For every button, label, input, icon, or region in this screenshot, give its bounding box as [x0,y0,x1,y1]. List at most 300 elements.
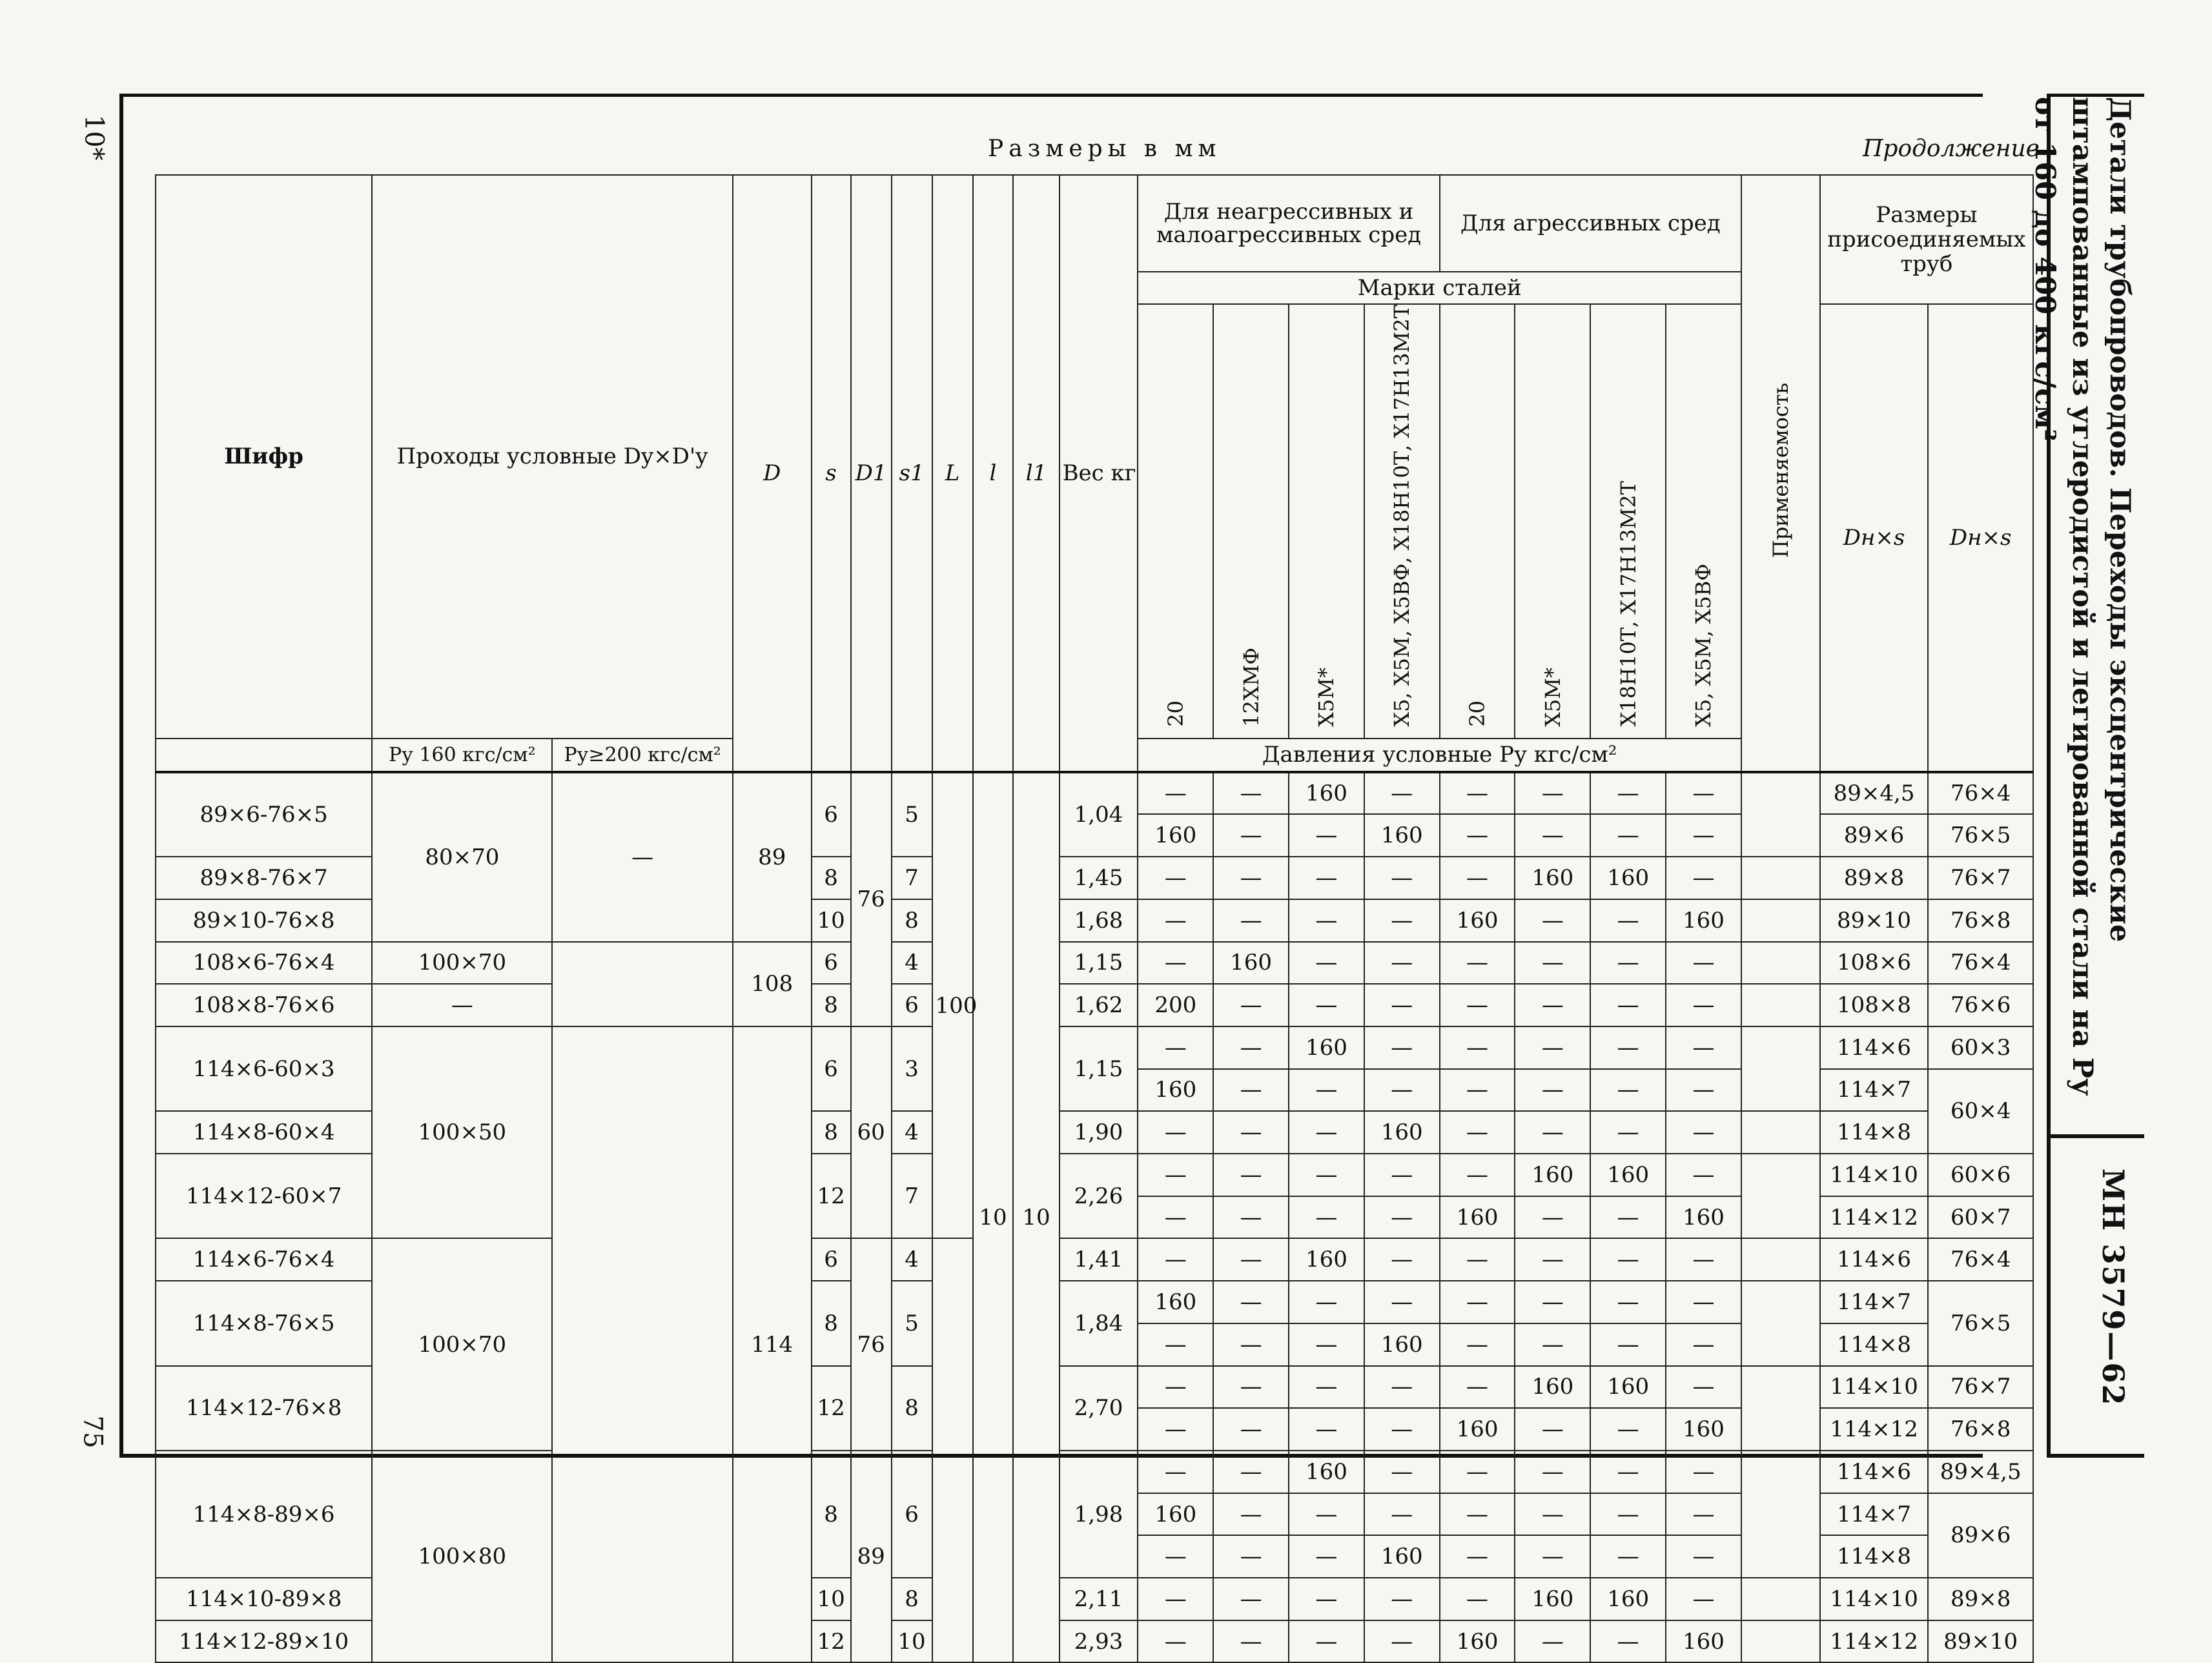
cell-applicability [1741,1111,1820,1154]
cell-pressure: — [1515,1111,1590,1154]
cell-pressure: — [1440,1111,1515,1154]
cell-pressure: — [1289,1620,1364,1663]
grade-header [1440,304,1515,739]
standard-code-text: МН 3579—62 [2096,1168,2131,1407]
cell-pressure: — [1289,1408,1364,1451]
cell-pipe-dn-s-2: 89×8 [1928,1578,2033,1620]
cell-pressure: — [1666,1111,1741,1154]
cell-shifr: 114×12-60×7 [156,1154,372,1238]
cell-applicability [1741,984,1820,1026]
cell-pressure: — [1666,1238,1741,1281]
cell-py160: 100×70 [372,1238,552,1451]
cell-pressure: — [1515,814,1590,857]
cell-pressure: — [1289,1111,1364,1154]
cell-pressure: 160 [1440,899,1515,942]
cell-s1: 6 [892,1451,932,1578]
cell-s1: 3 [892,1026,932,1111]
cell-pressure: — [1515,1323,1590,1366]
cell-pressure: — [1364,1196,1440,1239]
grade-header [1289,304,1364,739]
cell-pressure: — [1666,1451,1741,1493]
cell-pressure: — [1440,772,1515,815]
cell-l: 10 [973,772,1014,1663]
cell-pressure: — [1213,899,1289,942]
cell-pipe-dn-s-1: 114×12 [1820,1408,1929,1451]
cell-weight: 1,15 [1060,942,1138,985]
cell-s1: 5 [892,1281,932,1365]
cell-d: 114 [733,1026,812,1663]
grade-label: 20 [1163,700,1188,727]
standard-code [2054,1143,2138,1446]
cell-pressure: — [1289,1366,1364,1409]
table-row [156,942,2033,985]
cell-pressure: — [1213,1281,1289,1323]
cell-pressure: — [1213,1196,1289,1239]
cell-pipe-dn-s-2: 60×7 [1928,1196,2033,1239]
cell-pressure: — [1213,1069,1289,1112]
cell-applicability [1741,1281,1820,1365]
cell-s: 12 [812,1154,851,1238]
cell-pressure: 160 [1666,1408,1741,1451]
cell-pipe-dn-s-2: 89×10 [1928,1620,2033,1663]
cell-s: 6 [812,942,851,985]
cell-pressure: — [1289,984,1364,1026]
cell-shifr: 114×12-89×10 [156,1620,372,1663]
cell-pipe-dn-s-1: 89×10 [1820,899,1929,942]
cell-py160: — [372,984,552,1026]
cell-pipe-dn-s-1: 114×7 [1820,1493,1929,1536]
cell-pressure: — [1213,1154,1289,1196]
col-shifr: Шифр [156,175,372,739]
cell-applicability [1741,1620,1820,1663]
cell-pressure: — [1213,1620,1289,1663]
cell-pressure: — [1440,1451,1515,1493]
cell-pressure: — [1515,899,1590,942]
cell-pressure: — [1364,1069,1440,1112]
cell-pressure: — [1515,1196,1590,1239]
cell-pressure: 160 [1666,899,1741,942]
col-s1: s1 [892,175,932,772]
cell-pressure: — [1289,1281,1364,1323]
cell-s: 12 [812,1620,851,1663]
cell-s1: 5 [892,772,932,857]
cell-d1: 60 [851,1026,892,1239]
cell-pressure: — [1590,984,1666,1026]
cell-pressure: — [1515,1620,1590,1663]
cell-pressure: 200 [1138,984,1213,1026]
cell-pressure: — [1364,899,1440,942]
cell-pressure: — [1364,1281,1440,1323]
cell-pressure: — [1590,1535,1666,1578]
cell-pressure: 160 [1364,1111,1440,1154]
cell-applicability [1741,1154,1820,1238]
grade-label: Х5, Х5М, Х5ВФ, Х18Н10Т, Х17Н13М2Т [1389,305,1415,727]
cell-pressure: — [1440,1069,1515,1112]
cell-pressure: 160 [1440,1196,1515,1239]
cell-pressure: 160 [1515,1366,1590,1409]
cell-pressure: — [1440,942,1515,985]
cell-pressure: — [1666,1323,1741,1366]
cell-pressure: — [1440,1154,1515,1196]
cell-pressure: 160 [1364,1323,1440,1366]
cell-pressure: — [1138,1620,1213,1663]
cell-shifr: 89×8-76×7 [156,857,372,899]
cell-pressure: — [1138,1366,1213,1409]
cell-pressure: — [1515,984,1590,1026]
cell-pressure: — [1666,814,1741,857]
cell-weight: 2,70 [1060,1366,1138,1451]
cell-pressure: 160 [1289,1026,1364,1069]
cell-weight: 1,84 [1060,1281,1138,1365]
cell-shifr: 114×8-76×5 [156,1281,372,1365]
cell-pipe-dn-s-1: 114×7 [1820,1069,1929,1112]
cell-pressure: 160 [1515,1578,1590,1620]
cell-pressure: — [1138,1451,1213,1493]
cell-pipe-dn-s-1: 89×8 [1820,857,1929,899]
table-header [156,175,2033,772]
grade-label: Х18Н10Т, Х17Н13М2Т [1615,481,1641,727]
cell-pressure: — [1364,1620,1440,1663]
cell-d1: 89 [851,1451,892,1663]
cell-s: 12 [812,1366,851,1451]
cell-pressure: — [1364,1451,1440,1493]
cell-pressure: — [1289,814,1364,857]
cell-pressure: — [1289,857,1364,899]
cell-pressure: — [1289,899,1364,942]
cell-pressure: — [1364,1366,1440,1409]
cell-pressure: — [1138,1111,1213,1154]
cell-pressure: — [1515,772,1590,815]
cell-l: 100 [932,772,973,1239]
cell-shifr: 114×6-60×3 [156,1026,372,1111]
cell-pressure: — [1138,857,1213,899]
col-d1: D1 [851,175,892,772]
pressure-label: Давления условные Pу кгс/см² [1138,739,1741,772]
cell-pressure: 160 [1138,814,1213,857]
cell-pipe-dn-s-1: 89×6 [1820,814,1929,857]
cell-pressure: 160 [1590,857,1666,899]
col-dn-s-1: Dн×s [1820,304,1929,772]
cell-pressure: 160 [1138,1069,1213,1112]
cell-pressure: — [1590,1238,1666,1281]
cell-pressure: — [1213,984,1289,1026]
cell-pressure: 160 [1515,1154,1590,1196]
cell-py200 [552,942,732,1026]
cell-pressure: — [1213,1493,1289,1536]
grade-label: Х5, Х5М, Х5ВФ [1691,563,1716,727]
cell-pressure: — [1138,1238,1213,1281]
cell-s: 8 [812,857,851,899]
cell-s1: 4 [892,942,932,985]
cell-pressure: — [1440,1323,1515,1366]
cell-applicability [1741,899,1820,942]
cell-pipe-dn-s-2: 60×6 [1928,1154,2033,1196]
cell-pipe-dn-s-1: 89×4,5 [1820,772,1929,815]
table-row [156,1451,2033,1493]
cell-pressure: — [1364,1408,1440,1451]
cell-pressure: — [1138,772,1213,815]
cell-pressure: 160 [1440,1620,1515,1663]
cell-pressure: — [1440,984,1515,1026]
cell-shifr: 89×6-76×5 [156,772,372,857]
cell-pressure: — [1440,1238,1515,1281]
col-nonaggressive: Для неагрессивных и малоагрессивных сред [1138,175,1439,272]
cell-pipe-dn-s-2: 76×5 [1928,1281,2033,1365]
grade-header [1590,304,1666,739]
cell-pressure: — [1289,1154,1364,1196]
cell-l [932,1238,973,1662]
cell-s1: 6 [892,984,932,1026]
col-dn-s-2: Dн×s [1928,304,2033,772]
cell-weight: 1,98 [1060,1451,1138,1578]
cell-s: 10 [812,899,851,942]
applicability-label: Применяемость [1768,382,1793,558]
cell-pressure: — [1364,772,1440,815]
cell-pipe-dn-s-2: 76×8 [1928,1408,2033,1451]
cell-pressure: — [1138,1535,1213,1578]
cell-pipe-dn-s-2: 76×5 [1928,814,2033,857]
cell-pressure: — [1364,942,1440,985]
cell-s1: 10 [892,1620,932,1663]
cell-pressure: 160 [1364,1535,1440,1578]
cell-weight: 2,26 [1060,1154,1138,1238]
cell-s: 8 [812,1111,851,1154]
cell-pressure: — [1515,1493,1590,1536]
cell-py200: — [552,772,732,942]
cell-pressure: — [1590,1323,1666,1366]
cell-weight: 1,62 [1060,984,1138,1026]
cell-pressure: — [1666,1026,1741,1069]
table-row [156,984,2033,1026]
cell-pressure: — [1213,1026,1289,1069]
cell-applicability [1741,1026,1820,1111]
cell-pressure: — [1138,1323,1213,1366]
pressure-py200: Pу≥200 кгс/см² [552,739,732,772]
cell-pressure: 160 [1289,772,1364,815]
cell-pipe-dn-s-1: 114×8 [1820,1535,1929,1578]
cell-pressure: — [1289,1196,1364,1239]
grade-header [1364,304,1440,739]
table-row [156,772,2033,815]
cell-pipe-dn-s-1: 114×12 [1820,1620,1929,1663]
cell-pipe-dn-s-1: 108×8 [1820,984,1929,1026]
cell-pressure: — [1515,1026,1590,1069]
cell-pressure: — [1213,1535,1289,1578]
table-row [156,1026,2033,1069]
side-divider [2047,1134,2144,1138]
cell-pressure: — [1666,1281,1741,1323]
cell-shifr: 114×8-89×6 [156,1451,372,1578]
cell-shifr: 89×10-76×8 [156,899,372,942]
cell-pressure: — [1440,1535,1515,1578]
cell-pipe-dn-s-2: 76×6 [1928,984,2033,1026]
shifr-header-bottom [156,739,372,772]
cell-s1: 8 [892,899,932,942]
cell-pressure: — [1213,814,1289,857]
cell-applicability [1741,942,1820,985]
cell-pressure: — [1440,857,1515,899]
cell-pressure: — [1138,1408,1213,1451]
sizes-label: Размеры в мм [988,136,1222,162]
col-applicability [1741,175,1820,772]
cell-s: 6 [812,772,851,857]
cell-weight: 1,15 [1060,1026,1138,1111]
cell-l1: 10 [1013,772,1059,1663]
grade-label: Х5М* [1540,667,1565,727]
cell-pipe-dn-s-2: 60×4 [1928,1069,2033,1154]
cell-py160: 100×70 [372,942,552,985]
cell-pressure: 160 [1440,1408,1515,1451]
cell-pressure: — [1590,1196,1666,1239]
cell-pressure: — [1666,772,1741,815]
cell-pressure: — [1666,984,1741,1026]
grade-label: Х5М* [1314,667,1339,727]
cell-pipe-dn-s-2: 76×7 [1928,857,2033,899]
cell-applicability [1741,772,1820,857]
cell-pipe-dn-s-1: 114×10 [1820,1366,1929,1409]
cell-pressure: — [1590,1281,1666,1323]
cell-pipe-dn-s-2: 89×4,5 [1928,1451,2033,1493]
cell-applicability [1741,1366,1820,1451]
cell-pressure: 160 [1666,1620,1741,1663]
cell-pressure: — [1590,942,1666,985]
cell-shifr: 114×6-76×4 [156,1238,372,1281]
cell-pressure: — [1440,1281,1515,1323]
cell-d: 89 [733,772,812,942]
cell-py160: 80×70 [372,772,552,942]
cell-pressure: — [1440,814,1515,857]
document-title [2029,97,2138,1130]
cell-pipe-dn-s-2: 76×4 [1928,1238,2033,1281]
cell-pressure: — [1666,1069,1741,1112]
cell-pressure: — [1590,1408,1666,1451]
col-s: s [812,175,851,772]
cell-pressure: — [1666,1535,1741,1578]
cell-shifr: 114×10-89×8 [156,1578,372,1620]
cell-pressure: 160 [1590,1578,1666,1620]
cell-s: 6 [812,1026,851,1111]
cell-pressure: — [1364,1238,1440,1281]
table-body [156,772,2033,1663]
grade-header [1515,304,1590,739]
cell-py160: 100×50 [372,1026,552,1239]
cell-pipe-dn-s-2: 76×4 [1928,772,2033,815]
cell-applicability [1741,1578,1820,1620]
cell-pressure: — [1590,1493,1666,1536]
cell-pressure: — [1364,1154,1440,1196]
cell-pressure: — [1590,899,1666,942]
cell-pressure: 160 [1213,942,1289,985]
cell-pressure: — [1515,1281,1590,1323]
cell-pipe-dn-s-1: 114×7 [1820,1281,1929,1323]
cell-pressure: — [1213,1578,1289,1620]
cell-weight: 1,45 [1060,857,1138,899]
cell-pipe-dn-s-1: 114×6 [1820,1026,1929,1069]
cell-pipe-dn-s-1: 114×12 [1820,1196,1929,1239]
cell-pipe-dn-s-1: 108×6 [1820,942,1929,985]
cell-applicability [1741,1451,1820,1578]
cell-pressure: — [1666,857,1741,899]
cell-applicability [1741,1238,1820,1281]
col-passes: Проходы условные Dy×D'y [372,175,733,739]
col-l1: l1 [1013,175,1059,772]
cell-s1: 4 [892,1111,932,1154]
cell-pressure: 160 [1515,857,1590,899]
grade-header [1213,304,1289,739]
cell-pressure: — [1364,1493,1440,1536]
cell-pressure: — [1590,1451,1666,1493]
cell-py160: 100×80 [372,1451,552,1663]
cell-weight: 2,11 [1060,1578,1138,1620]
cell-s: 8 [812,1281,851,1365]
dimensions-table [155,174,2034,1663]
cell-pressure: — [1138,899,1213,942]
col-d: D [733,175,812,772]
cell-pressure: — [1364,857,1440,899]
col-l: L [932,175,973,772]
cell-s1: 7 [892,1154,932,1238]
table-row [156,1238,2033,1281]
cell-pipe-dn-s-2: 60×3 [1928,1026,2033,1069]
cell-pipe-dn-s-1: 114×8 [1820,1323,1929,1366]
cell-pressure: 160 [1666,1196,1741,1239]
col-aggressive: Для агрессивных сред [1440,175,1741,272]
cell-shifr: 114×8-60×4 [156,1111,372,1154]
col-weight: Вес кг [1060,175,1138,772]
cell-pressure: — [1590,1111,1666,1154]
cell-pipe-dn-s-1: 114×10 [1820,1154,1929,1196]
cell-pressure: — [1289,942,1364,985]
cell-pressure: 160 [1138,1493,1213,1536]
cell-pressure: — [1138,1196,1213,1239]
cell-pipe-dn-s-2: 89×6 [1928,1493,2033,1578]
cell-pressure: — [1515,1408,1590,1451]
cell-s: 6 [812,1238,851,1281]
cell-pressure: — [1590,772,1666,815]
cell-pipe-dn-s-1: 114×6 [1820,1451,1929,1493]
cell-pressure: 160 [1138,1281,1213,1323]
grade-label: 12ХМФ [1238,647,1264,727]
document-title-text: Детали трубопроводов. Переходы эксцентрические штампованные из углеродистой и легированной стали на Pу от 160 до 400 кгс/см² [2029,97,2136,1096]
page-number-top: 10* [79,114,109,161]
cell-pressure: — [1364,1578,1440,1620]
cell-pressure: — [1138,1026,1213,1069]
cell-pressure: 160 [1590,1366,1666,1409]
cell-pressure: — [1289,1493,1364,1536]
cell-weight: 1,68 [1060,899,1138,942]
cell-weight: 1,04 [1060,772,1138,857]
cell-pipe-dn-s-1: 114×6 [1820,1238,1929,1281]
cell-shifr: 108×6-76×4 [156,942,372,985]
cell-shifr: 114×12-76×8 [156,1366,372,1451]
col-pipe-sizes: Размеры присоединяемых труб [1820,175,2033,304]
cell-pressure: — [1440,1578,1515,1620]
steel-grades-label: Марки сталей [1138,272,1741,304]
grade-label: 20 [1465,700,1490,727]
cell-pipe-dn-s-2: 76×4 [1928,942,2033,985]
cell-s1: 4 [892,1238,932,1281]
cell-pressure: 160 [1364,814,1440,857]
cell-pressure: — [1666,942,1741,985]
grade-header [1138,304,1213,739]
cell-pressure: — [1666,1578,1741,1620]
cell-pressure: — [1213,1408,1289,1451]
cell-pressure: — [1515,942,1590,985]
cell-py200 [552,1026,732,1663]
cell-pressure: — [1590,1069,1666,1112]
cell-pressure: — [1440,1366,1515,1409]
cell-pressure: — [1515,1069,1590,1112]
